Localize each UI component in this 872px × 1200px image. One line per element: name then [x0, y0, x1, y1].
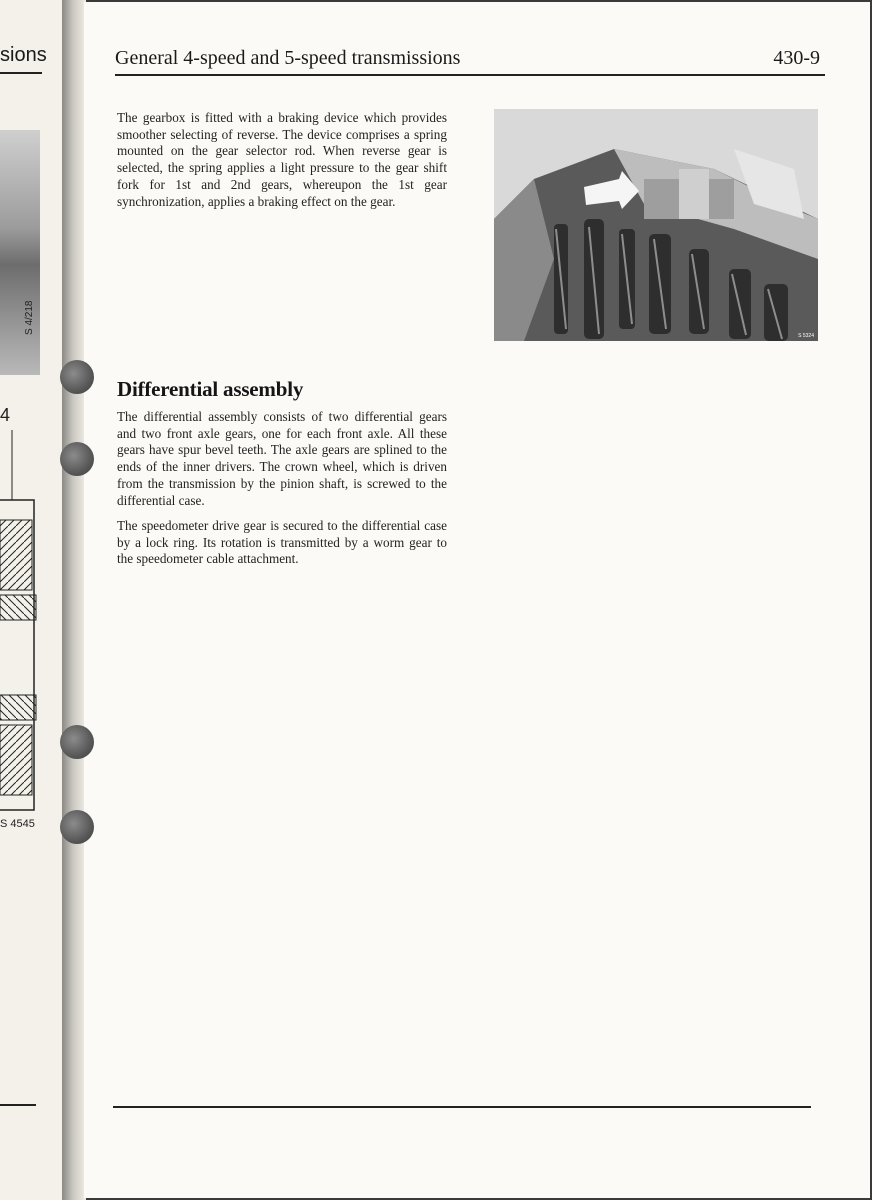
- previous-page-header-rule: [0, 72, 42, 74]
- photo-reference-code: S 5324: [798, 333, 814, 339]
- page-header-title: General 4-speed and 5-speed transmissions: [115, 47, 461, 69]
- binding-hole: [60, 360, 94, 394]
- page-number: 430-9: [773, 47, 820, 69]
- previous-page-title-fragment: sions: [0, 44, 47, 66]
- binding-gutter: [62, 0, 86, 1200]
- binding-hole: [60, 810, 94, 844]
- binding-hole: [60, 725, 94, 759]
- manual-page: [84, 2, 870, 1198]
- binding-hole: [60, 442, 94, 476]
- previous-page-sectional-drawing: [0, 430, 40, 820]
- gearbox-photo: [494, 109, 818, 341]
- section-heading-differential: Differential assembly: [117, 377, 304, 401]
- previous-page-drawing-code: S 4545: [0, 818, 35, 830]
- footer-rule: [113, 1106, 811, 1108]
- gearbox-photo-illustration: [494, 109, 818, 341]
- header-rule: [115, 74, 825, 76]
- previous-page-footer-rule: [0, 1104, 36, 1106]
- differential-paragraph: The differential assembly consists of two differential gears and two front axle gears, one for each front axle. All these gears have spur bevel teeth. The axle gears are splined to the ends of the inner drivers. The crown wheel, which is driven from the transmission by the pinion shaft, is screwed to the differential case.: [117, 409, 447, 508]
- braking-device-paragraph: The gearbox is fitted with a braking device which provides smoother selecting of reverse. The device comprises a spring mounted on the gear selector rod. When reverse gear is selected, the spring applies a light pressure to the gear shift fork for 1st and 2nd gears, whereupon the 1st gear synchronization, applies a braking effect on the gear.: [117, 110, 447, 209]
- previous-page-callout-number: 4: [0, 405, 11, 425]
- speedometer-paragraph: The speedometer drive gear is secured to the differential case by a lock ring. Its rotation is transmitted by a worm gear to the speedometer cable attachment.: [117, 518, 447, 567]
- previous-page-photo-label: S 4/218: [24, 300, 35, 335]
- previous-page-photo-fragment: [0, 130, 40, 375]
